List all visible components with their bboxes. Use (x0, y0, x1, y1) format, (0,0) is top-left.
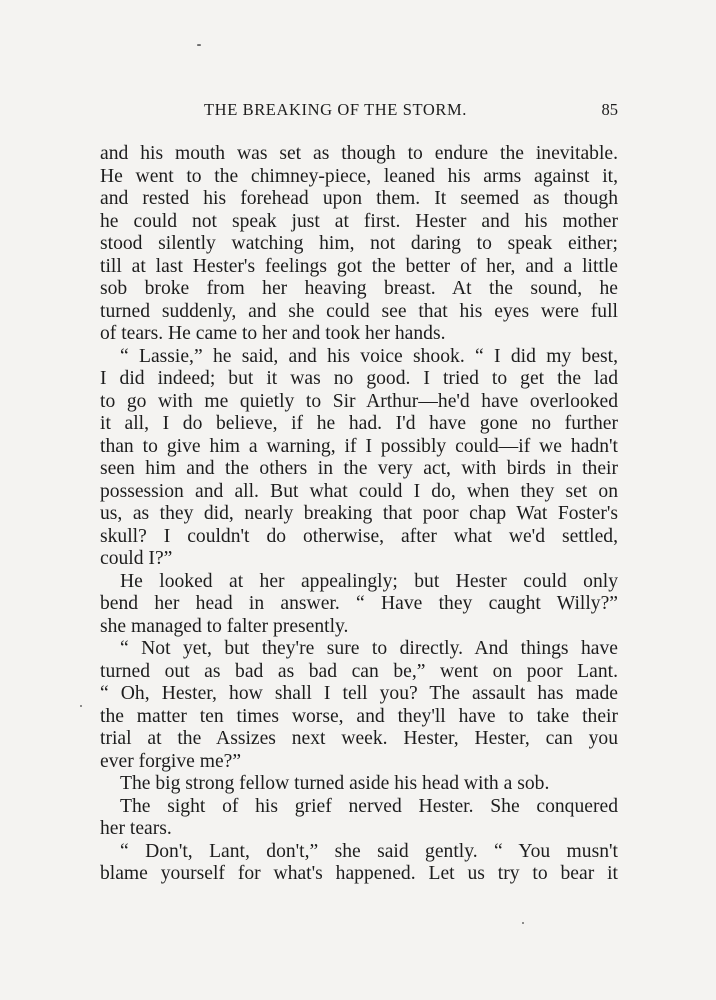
text-line: than to give him a warning, if I possibly could—if we hadn't (100, 435, 618, 457)
text-line: of tears. He came to her and took her hands. (100, 323, 446, 344)
text-line: The sight of his grief nerved Hester. She conquered (120, 795, 618, 817)
text-line: us, as they did, nearly breaking that poor chap Wat Foster's (100, 503, 618, 524)
text-line: possession and all. But what could I do, when they set on (100, 480, 618, 502)
text-line: blame yourself for what's happened. Let us try to bear it (100, 863, 618, 884)
text-line: seen him and the others in the very act, with birds in their (100, 458, 618, 479)
print-speck (197, 44, 201, 46)
text-line: “ Lassie,” he said, and his voice shook. “ I did my best, (120, 345, 618, 367)
text-line: to go with me quietly to Sir Arthur—he'd have overlooked (100, 390, 618, 412)
text-line: “ Oh, Hester, how shall I tell you? The assault has made (100, 683, 618, 704)
print-speck (80, 705, 82, 707)
text-line: He went to the chimney-piece, leaned his arms against it, (100, 165, 618, 187)
text-line: “ Don't, Lant, don't,” she said gently. “ You musn't (120, 840, 618, 862)
text-line: skull? I couldn't do otherwise, after what we'd settled, (100, 525, 618, 547)
text-line: could I?” (100, 548, 173, 569)
text-line: bend her head in answer. “ Have they caught Willy?” (100, 593, 618, 614)
text-line: it all, I do believe, if he had. I'd have gone no further (100, 413, 618, 434)
print-speck (522, 922, 524, 924)
text-line: turned out as bad as bad can be,” went on poor Lant. (100, 660, 618, 682)
text-line: till at last Hester's feelings got the better of her, and a little (100, 255, 618, 277)
text-line: “ Not yet, but they're sure to directly. And things have (120, 638, 618, 659)
text-line: stood silently watching him, not daring to speak either; (100, 233, 618, 254)
text-line: ever forgive me?” (100, 750, 242, 772)
text-line: sob broke from her heaving breast. At the sound, he (100, 278, 618, 299)
text-line: and rested his forehead upon them. It seemed as though (100, 188, 618, 209)
page-number: 85 (601, 100, 618, 119)
chapter-title: THE BREAKING OF THE STORM. (204, 100, 467, 119)
text-line: she managed to falter presently. (100, 615, 349, 637)
running-head (100, 100, 618, 122)
body-text (100, 143, 618, 886)
text-line: and his mouth was set as though to endure the inevitable. (100, 143, 618, 164)
text-line: The big strong fellow turned aside his head with a sob. (120, 773, 550, 794)
text-line: turned suddenly, and she could see that his eyes were full (100, 300, 618, 322)
text-line: I did indeed; but it was no good. I tried to get the lad (100, 368, 618, 389)
text-line: her tears. (100, 818, 172, 839)
text-line: he could not speak just at first. Hester and his mother (100, 210, 618, 232)
text-line: He looked at her appealingly; but Hester could only (120, 570, 618, 592)
text-line: the matter ten times worse, and they'll have to take their (100, 705, 618, 727)
text-line: trial at the Assizes next week. Hester, Hester, can you (100, 728, 618, 749)
